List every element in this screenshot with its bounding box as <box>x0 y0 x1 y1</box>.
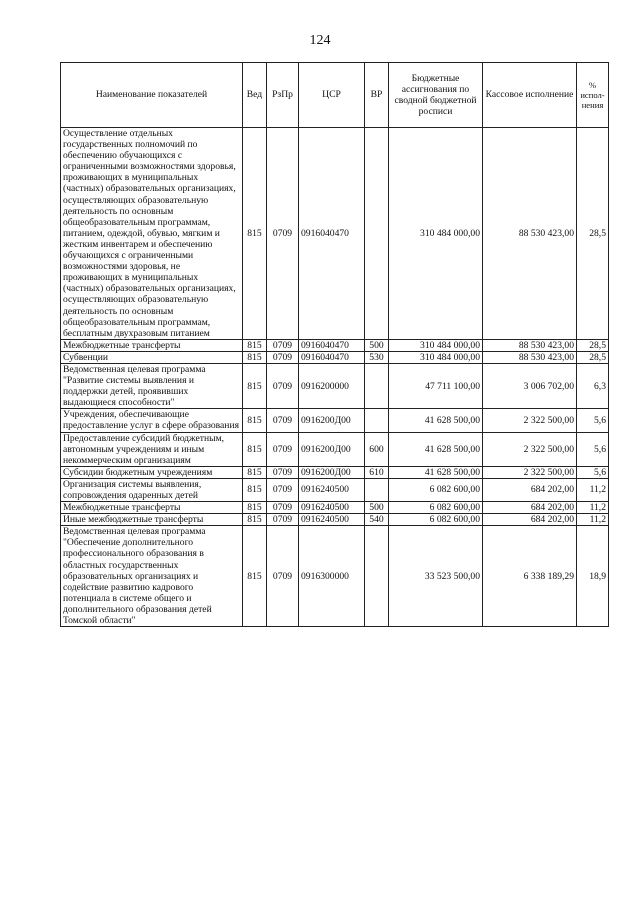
row-budget: 41 628 500,00 <box>389 409 483 432</box>
row-csr: 0916040470 <box>299 128 365 340</box>
row-name: Предоставление субсидий бюджетным, автономным учреждениям и иным некоммерческим организациям <box>61 432 243 466</box>
row-ved: 815 <box>243 502 267 514</box>
row-budget: 6 082 600,00 <box>389 514 483 526</box>
row-ved: 815 <box>243 526 267 627</box>
row-vr <box>365 363 389 408</box>
row-rzpr: 0709 <box>267 128 299 340</box>
row-ved: 815 <box>243 478 267 501</box>
row-csr: 0916040470 <box>299 339 365 351</box>
row-name: Учреждения, обеспечивающие предоставление услуг в сфере образования <box>61 409 243 432</box>
table-row <box>61 526 609 627</box>
table-header-row <box>61 63 609 128</box>
row-ved: 815 <box>243 339 267 351</box>
row-name: Межбюджетные трансферты <box>61 502 243 514</box>
row-cash: 88 530 423,00 <box>483 351 577 363</box>
row-rzpr: 0709 <box>267 339 299 351</box>
row-rzpr: 0709 <box>267 363 299 408</box>
header-csr: ЦСР <box>299 63 365 128</box>
row-csr: 0916200Д00 <box>299 466 365 478</box>
header-percent: % испол- нения <box>577 63 609 128</box>
row-name: Ведомственная целевая программа "Развитие системы выявления и поддержки детей, проявивших выдающиеся способности" <box>61 363 243 408</box>
row-name: Субсидии бюджетным учреждениям <box>61 466 243 478</box>
row-cash: 684 202,00 <box>483 478 577 501</box>
row-budget: 6 082 600,00 <box>389 478 483 501</box>
row-cash: 88 530 423,00 <box>483 339 577 351</box>
row-ved: 815 <box>243 351 267 363</box>
header-vr: ВР <box>365 63 389 128</box>
row-budget: 33 523 500,00 <box>389 526 483 627</box>
row-rzpr: 0709 <box>267 502 299 514</box>
row-csr: 0916040470 <box>299 351 365 363</box>
row-vr: 530 <box>365 351 389 363</box>
row-percent: 11,2 <box>577 502 609 514</box>
row-percent: 5,6 <box>577 409 609 432</box>
row-vr: 600 <box>365 432 389 466</box>
row-vr: 500 <box>365 502 389 514</box>
table-row <box>61 432 609 466</box>
row-budget: 310 484 000,00 <box>389 339 483 351</box>
header-ved: Вед <box>243 63 267 128</box>
row-name: Межбюджетные трансферты <box>61 339 243 351</box>
row-csr: 0916200Д00 <box>299 432 365 466</box>
row-percent: 11,2 <box>577 514 609 526</box>
row-rzpr: 0709 <box>267 432 299 466</box>
row-cash: 684 202,00 <box>483 514 577 526</box>
row-budget: 41 628 500,00 <box>389 466 483 478</box>
row-vr <box>365 128 389 340</box>
row-csr: 0916240500 <box>299 502 365 514</box>
row-percent: 28,5 <box>577 351 609 363</box>
row-percent: 28,5 <box>577 339 609 351</box>
row-ved: 815 <box>243 432 267 466</box>
row-cash: 6 338 189,29 <box>483 526 577 627</box>
row-rzpr: 0709 <box>267 514 299 526</box>
row-csr: 0916240500 <box>299 514 365 526</box>
row-budget: 41 628 500,00 <box>389 432 483 466</box>
row-cash: 2 322 500,00 <box>483 432 577 466</box>
row-budget: 310 484 000,00 <box>389 128 483 340</box>
table-row <box>61 466 609 478</box>
table-row <box>61 351 609 363</box>
row-percent: 11,2 <box>577 478 609 501</box>
row-rzpr: 0709 <box>267 351 299 363</box>
row-budget: 6 082 600,00 <box>389 502 483 514</box>
row-cash: 684 202,00 <box>483 502 577 514</box>
table-row <box>61 128 609 340</box>
row-csr: 0916240500 <box>299 478 365 501</box>
row-cash: 2 322 500,00 <box>483 466 577 478</box>
row-vr <box>365 409 389 432</box>
table-row <box>61 363 609 408</box>
row-percent: 18,9 <box>577 526 609 627</box>
row-percent: 28,5 <box>577 128 609 340</box>
row-name: Ведомственная целевая программа "Обеспечение дополнительного профессионального образования в областных государственных образовательных организациях и содействие развитию кадрового потенциала в системе общего и дополнительного образования детей Томской области" <box>61 526 243 627</box>
row-rzpr: 0709 <box>267 526 299 627</box>
row-name: Иные межбюджетные трансферты <box>61 514 243 526</box>
table-row <box>61 339 609 351</box>
row-ved: 815 <box>243 466 267 478</box>
row-ved: 815 <box>243 128 267 340</box>
row-percent: 6,3 <box>577 363 609 408</box>
row-csr: 0916200000 <box>299 363 365 408</box>
header-name: Наименование показателей <box>61 63 243 128</box>
row-budget: 310 484 000,00 <box>389 351 483 363</box>
row-rzpr: 0709 <box>267 466 299 478</box>
row-ved: 815 <box>243 514 267 526</box>
row-csr: 0916200Д00 <box>299 409 365 432</box>
row-ved: 815 <box>243 409 267 432</box>
row-vr <box>365 478 389 501</box>
row-csr: 0916300000 <box>299 526 365 627</box>
header-cash: Кассовое исполнение <box>483 63 577 128</box>
header-rzpr: РзПр <box>267 63 299 128</box>
row-cash: 3 006 702,00 <box>483 363 577 408</box>
row-budget: 47 711 100,00 <box>389 363 483 408</box>
row-name: Организация системы выявления, сопровождения одаренных детей <box>61 478 243 501</box>
table-row <box>61 514 609 526</box>
row-percent: 5,6 <box>577 432 609 466</box>
row-rzpr: 0709 <box>267 478 299 501</box>
row-ved: 815 <box>243 363 267 408</box>
table-row <box>61 409 609 432</box>
table-row <box>61 478 609 501</box>
row-name: Субвенции <box>61 351 243 363</box>
row-percent: 5,6 <box>577 466 609 478</box>
row-name: Осуществление отдельных государственных полномочий по обеспечению обучающихся с ограниченными возможностями здоровья, проживающих в муниципальных (частных) образовательных организациях, осуществляющих образовательную деятельность по основным общеобразовательным программам, питанием, одеждой, обувью, мягким и жестким инвентарем и обеспечению обучающихся с ограниченными возможностями здоровья, не проживающих в муниципальных (частных) образовательных организациях, осуществляющих образовательную деятельность по основным общеобразовательным программам, бесплатным двухразовым питанием <box>61 128 243 340</box>
page-number: 124 <box>309 33 331 48</box>
header-budget: Бюджетные ассигнования по сводной бюджетной росписи <box>389 63 483 128</box>
row-vr: 500 <box>365 339 389 351</box>
row-rzpr: 0709 <box>267 409 299 432</box>
row-cash: 2 322 500,00 <box>483 409 577 432</box>
row-cash: 88 530 423,00 <box>483 128 577 340</box>
row-vr: 610 <box>365 466 389 478</box>
table-row <box>61 502 609 514</box>
row-vr: 540 <box>365 514 389 526</box>
row-vr <box>365 526 389 627</box>
budget-report-table <box>60 62 609 627</box>
